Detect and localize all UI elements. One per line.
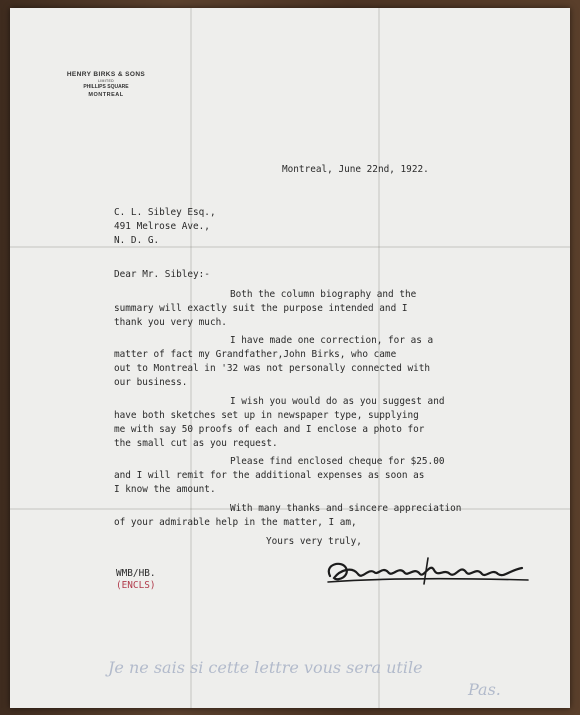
letterhead-company: HENRY BIRKS & SONS — [66, 71, 146, 78]
body-line: thank you very much. — [114, 317, 227, 328]
letterhead-city: MONTREAL — [88, 92, 124, 98]
body-line: out to Montreal in '32 was not personally connected with — [114, 363, 431, 374]
body-line: me with say 50 proofs of each and I enclose a photo for — [114, 424, 425, 435]
enclosure-note: (ENCLS) — [116, 580, 156, 591]
body-line: Both the column biography and the — [230, 289, 417, 300]
recipient-district: N. D. G. — [114, 235, 160, 246]
pencil-annotation — [108, 656, 528, 706]
pencil-note-line1: Je ne sais si cette lettre vous sera utile — [108, 658, 423, 677]
letterhead-address: PHILLIPS SQUARE — [83, 84, 129, 90]
body-line: With many thanks and sincere appreciation — [230, 503, 462, 514]
body-line: and I will remit for the additional expenses as soon as — [114, 470, 425, 481]
date-line: Montreal, June 22nd, 1922. — [282, 164, 429, 175]
body-line: matter of fact my Grandfather,John Birks, who came — [114, 349, 397, 360]
body-line: of your admirable help in the matter, I am, — [114, 517, 357, 528]
salutation: Dear Mr. Sibley:- — [114, 269, 210, 280]
closing: Yours very truly, — [266, 536, 362, 547]
letterhead-limited: LIMITED — [98, 78, 114, 83]
body-line: I know the amount. — [114, 484, 216, 495]
body-line: I wish you would do as you suggest and — [230, 396, 445, 407]
letter-paper — [10, 8, 570, 708]
handwritten-signature — [324, 552, 534, 592]
letterhead — [66, 72, 146, 99]
body-line: I have made one correction, for as a — [230, 335, 434, 346]
reference-initials: WMB/HB. — [116, 568, 156, 579]
body-line: our business. — [114, 377, 188, 388]
pencil-note-line2: Pas. — [468, 680, 501, 699]
recipient-street: 491 Melrose Ave., — [114, 221, 210, 232]
body-line: have both sketches set up in newspaper type, supplying — [114, 410, 419, 421]
body-line: summary will exactly suit the purpose intended and I — [114, 303, 408, 314]
fold-crease — [10, 246, 570, 248]
recipient-name: C. L. Sibley Esq., — [114, 207, 216, 218]
body-line: the small cut as you request. — [114, 438, 278, 449]
body-line: Please find enclosed cheque for $25.00 — [230, 456, 445, 467]
